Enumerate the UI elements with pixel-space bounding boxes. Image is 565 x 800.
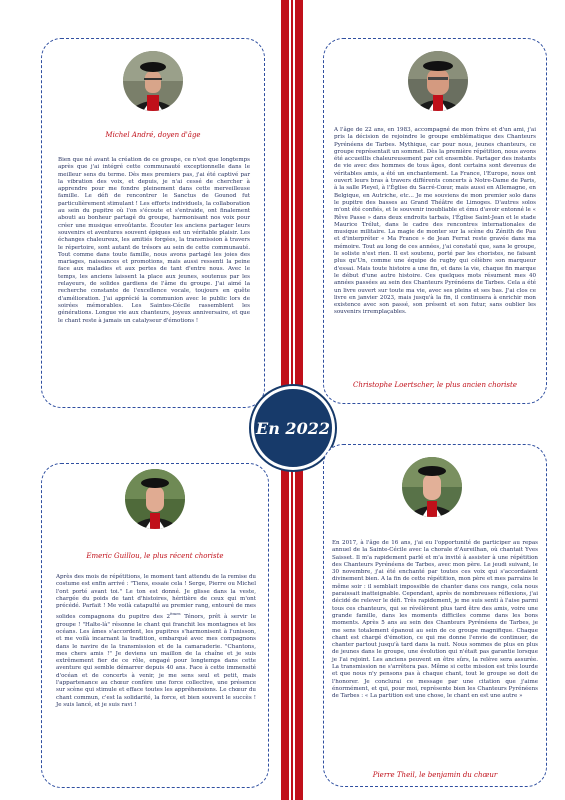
author-caption: Pierre Theil, le benjamin du chœur xyxy=(372,771,498,779)
testimonial-card-michel xyxy=(41,38,265,408)
testimonial-text: Bien que né avant la création de ce groupe, ce n'est que longtemps après que j'ai intégré cette communauté exceptionnelle dans le meilleur sens du terme. Dès mes premiers pas, j'ai été captivé par la vibration des voix, et depuis, je n'ai cessé de chercher à apprendre pour me fondre pleinement dans cette merveilleuse famille. Le défi de rencontrer le Sanctus de Gounod fut particulièrement stimulant ! Les efforts individuels, la collaboration au sein du pupitre où l'on s'écoute et s'entraide, ont finalement abouti au bonheur partagé du groupe, harmonisant nos voix pour créer une musique envoûtante. Écouter les anciens partager leurs souvenirs et aventures souvent épiques est un véritable plaisir. Les échanges chaleureux, les amitiés forgées, la transmission à travers le répertoire, sont autant de trésors au sein de cette communauté. Tout comme dans toute famille, nous avons partagé les joies des mariages, naissances et promotions, mais aussi ressenti la peine face aux maladies et aux pertes de tant d'entre nous. Avec le temps, les anciens laissent la place aux jeunes, soutenus par les relayeurs, de solides gardiens de l'âme du groupe. J'ai aimé la recherche constante de l'excellence vocale, toujours en quête d'amélioration. J'ai apprécié la communion avec le public lors de soirées mémorables. Les Saintes-Cécile rassemblent les générations. Longue vie aux chanteurs, joyeux anniversaire, et que le chant reste à jamais un catalyseur d'émotions ! xyxy=(58,157,250,324)
portrait-photo xyxy=(408,51,468,111)
portrait-photo xyxy=(125,469,185,529)
testimonial-text: En 2017, à l'âge de 16 ans, j'ai eu l'opportunité de participer au repas annuel de la Sainte-Cécile avec la chorale d'Aureilhan, où chantait Yves Saisset. Il m'a rapidement parlé et m'a invité à assister à une répétition des Chanteurs Pyrénéens de Tarbes, avec mon père. Le jeudi suivant, le 30 novembre, j'ai été enchanté par toutes ces voix qui s'accordaient divinement bien. A la fin de cette répétition, mon père et mes parrains le même soir : il semblait impossible de chanter dans ces rangs, cela nous paraissait inatteignable. Cependant, après de nombreuses réflexions, j'ai décidé de relever le défi. Très rapidement, je me suis senti à l'aise parmi tous ces chanteurs, qui se révélèrent plus tard être des amis, voire une grande famille, dans les moments difficiles comme dans les bons moments. Après 5 ans au sein des Chanteurs Pyrénéens de Tarbes, je me sens totalement épanoui au sein de ce groupe magnifique. Chaque chant est chargé d'émotion, ce qui me donne l'envie de continuer, de chanter partout jusqu'à tard dans la nuit. Nous sommes de plus en plus de jeunes dans le groupe, une évolution qui n'était pas garantie lorsque je l'ai rejoint. Les anciens peuvent en être sûrs, la relève sera assurée. La transmission ne s'arrêtera pas. Même si cette mission est très lourde et que nous n'y pensons pas à chaque chant, tout le groupe se doit de l'honorer. Je conclurai ce message par une citation que j'aime énormément, et qui, pour moi, représente bien les Chanteurs Pyrénéens de Tarbes : « La partition est une chose, le chant en est une autre » xyxy=(332,540,538,700)
testimonial-card-emeric xyxy=(41,463,269,788)
author-caption: Emeric Guillou, le plus récent choriste xyxy=(86,552,224,560)
testimonial-text: A l'âge de 22 ans, en 1983, accompagné de mon frère et d'un ami, j'ai pris la décision de rejoindre le groupe emblématique des Chanteurs Pyrénéens de Tarbes. Mythique, car pour nous, jeunes chanteurs, ce groupe représentait un sommet. Dès la première répétition, nous avons été accueillis chaleureusement par cet ensemble. Partager des instants de vie avec des hommes de tous âges, dont certains sont devenus de véritables amis, a été un enchantement. La France, l'Europe, nous ont ouvert leurs bras à travers différents concerts à Notre-Dame de Paris, à la salle Pleyel, à l'Église du Sacré-Cœur, mais aussi en Allemagne, en Belgique, en Autriche, etc... Je me souviens de mon premier solo dans le pupitre des basses au Grand Théâtre de Limoges. D'autres solos m'ont été confiés, et le souvenir inoubliable et ému d'avoir entonné le « Rêve Passe » dans deux endroits tarbais, l'Église Saint-Jean et le stade Maurice Trélut, dans le cadre des rencontres internationales de musique militaire. La magie de monter sur la scène du Zénith de Pau et d'interpréter « Ma France » de Jean Ferrat reste gravée dans ma mémoire. Tout au long de ces années, j'ai constaté que, sans le groupe, le soliste n'est rien. Il est soutenu, porté par les choristes, ne faisant plus qu'Un, comme une équipe de rugby qui célèbre son marqueur d'essai. Mais toute histoire a une fin, et dans la vie, chaque fin marque le début d'une autre histoire. Ces quelques mots résument mes 40 années passées au sein des Chanteurs Pyrénéens de Tarbes. Cela a été un livre ouvert sur toute ma vie, avec ses pleins et ses bas. J'ai clos ce livre en janvier 2023, mais jusqu'à la fin, il continuera à enrichir mon existence avec son passé, son présent et son futur, sans oublier les souvenirs irremplaçables. xyxy=(334,127,536,316)
portrait-photo xyxy=(402,457,462,517)
testimonial-text: Après des mois de répétitions, le moment tant attendu de la remise du costume est enfin arrivé : "Tiens, essaie cela ! Serge, Pierre ou Michel l'ont porté avant toi." Le ton est donné. Je glisse dans la veste, chargée du poids de tant d'histoires, héritière de ceux qui m'ont précédé. Parfait ! Me voilà catapulté au premier rang, entouré de mes solides compagnons du pupitre des 2èmes Ténors, prêt à servir le groupe ! "Halte-là" résonne le chant qui franchit les montagnes et les océans. Les âmes s'accordent, les pupitres s'harmonisent à l'unisson, et me voilà incarnant la tradition, embarqué avec mes compagnons dans le navire de la transmission et de la camaraderie. "Chantons, mes chers amis !" Je deviens un maillon de la chaîne et je suis extrêmement fier de ce rôle, engagé pour longtemps dans cette aventure qui semble démarrer depuis 40 ans. Face à cette immensité d'océan et de concerts à venir, je me sens seul et petit, mais l'appartenance au chœur confère une force collective, une présence sur scène qui stimule et efface toutes les appréhensions. Le chœur du chant commun, c'est la solidarité, la force, et bien souvent le succès ! Je suis lancé, et je suis ravi ! xyxy=(56,574,256,708)
author-caption: Christophe Loertscher, le plus ancien choriste xyxy=(353,381,517,389)
testimonial-card-christophe xyxy=(323,38,547,404)
author-caption: Michel André, doyen d'âge xyxy=(105,131,201,139)
year-badge xyxy=(251,386,335,470)
testimonial-card-pierre xyxy=(323,444,547,787)
year-badge-label: En 2022 xyxy=(256,418,330,438)
portrait-photo xyxy=(123,51,183,111)
